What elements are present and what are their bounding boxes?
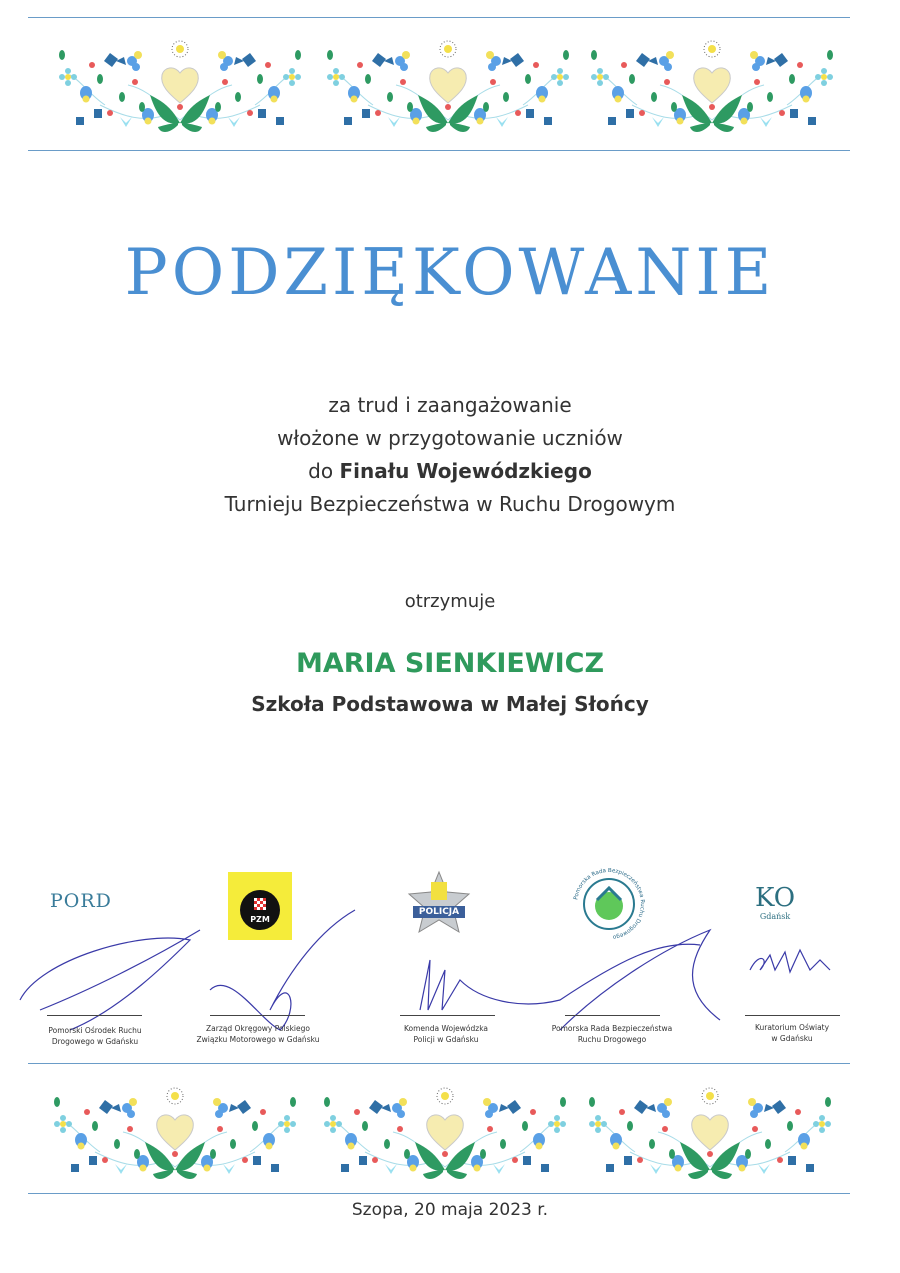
body-text: do	[308, 459, 340, 483]
signatory-caption	[717, 1022, 867, 1044]
certificate-title: PODZIĘKOWANIE	[124, 236, 776, 310]
body-line: Turnieju Bezpieczeństwa w Ruchu Drogowym	[224, 492, 676, 516]
pzm-logo-text: PZM	[250, 915, 270, 924]
pord-logo: PORD	[50, 890, 112, 912]
caption-line: Komenda Wojewódzka	[403, 1024, 489, 1033]
signature-line	[745, 1015, 840, 1016]
body-bold-text: Finału Wojewódzkiego	[339, 459, 592, 483]
ko-logo-subtext: Gdańsk	[759, 912, 791, 921]
prbrd-logo-text: Pomorska Rada Bezpieczeństwa Ruchu Drogowego	[573, 867, 646, 940]
signature-line	[47, 1015, 142, 1016]
caption-line: w Gdańsku	[771, 1034, 813, 1043]
body-line	[0, 459, 900, 483]
signature-line	[400, 1015, 495, 1016]
folk-ornament	[50, 35, 310, 135]
folk-ornament	[580, 1082, 840, 1182]
policja-logo-text: POLICJA	[418, 907, 460, 917]
folk-ornament	[318, 35, 578, 135]
body-line: włożone w przygotowanie uczniów	[277, 426, 623, 450]
signature	[420, 944, 700, 1010]
receives-label: otrzymuje	[404, 591, 496, 612]
signature-line	[565, 1015, 660, 1016]
folk-ornament	[315, 1082, 575, 1182]
date-place: Szopa, 20 maja 2023 r.	[351, 1200, 549, 1220]
caption-line: Kuratorium Oświaty	[754, 1023, 830, 1032]
ko-logo-text: KO	[755, 883, 796, 913]
caption-line: Pomorski Ośrodek Ruchu	[48, 1026, 142, 1035]
top-rule	[28, 17, 850, 18]
recipient-school: Szkoła Podstawowa w Małej Słońcy	[251, 692, 649, 716]
bottom-rule	[28, 1193, 850, 1194]
footer-rule	[28, 1063, 850, 1064]
folk-ornament	[45, 1082, 305, 1182]
header-rule	[28, 150, 850, 151]
caption-line: Związku Motorowego w Gdańsku	[196, 1035, 320, 1044]
caption-line: Policji w Gdańsku	[413, 1035, 479, 1044]
caption-line: Ruchu Drogowego	[577, 1035, 647, 1044]
body-line: za trud i zaangażowanie	[328, 393, 572, 417]
signature	[210, 910, 355, 1030]
signatory-caption	[537, 1023, 687, 1045]
folk-ornament	[582, 35, 842, 135]
signature	[750, 950, 830, 972]
caption-line: Pomorska Rada Bezpieczeństwa	[551, 1024, 673, 1033]
recipient-name: MARIA SIENKIEWICZ	[295, 648, 605, 679]
signatory-caption	[371, 1023, 521, 1045]
caption-line: Drogowego w Gdańsku	[51, 1037, 139, 1046]
signature-line	[210, 1015, 305, 1016]
signatory-caption	[20, 1025, 170, 1047]
caption-line: Zarząd Okręgowy Polskiego	[206, 1024, 310, 1033]
signatory-caption	[183, 1023, 333, 1045]
signatures	[0, 900, 900, 1040]
